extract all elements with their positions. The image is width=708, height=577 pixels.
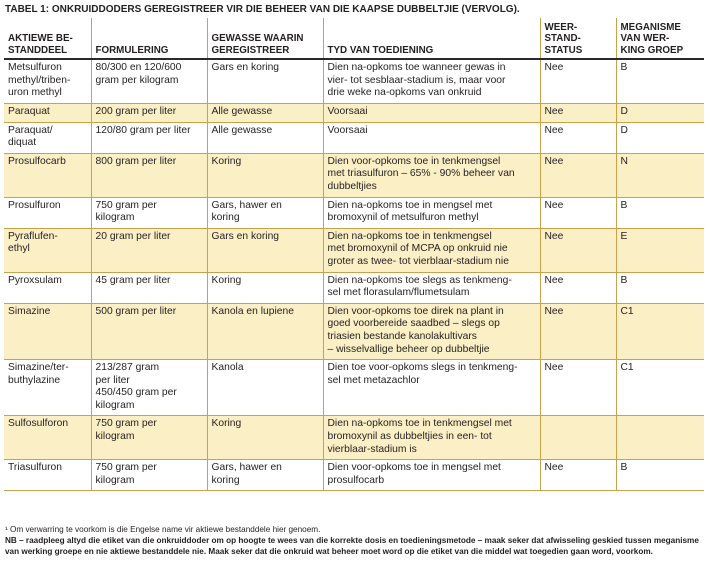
cell-crops: Koring [207, 416, 323, 460]
cell-crops: Gars, hawer en koring [207, 197, 323, 228]
cell-resistance-status: Nee [540, 360, 616, 416]
cell-active-ingredient: Paraquat [4, 104, 91, 123]
cell-mode-of-action: D [616, 104, 704, 123]
cell-mode-of-action: B [616, 460, 704, 491]
cell-formulation: 500 gram per liter [91, 303, 207, 359]
cell-application-time: Dien voor-opkoms toe in tenkmengsel met triasulfuron – 65% - 90% beheer van dubbeltjies [323, 153, 540, 197]
cell-resistance-status: Nee [540, 59, 616, 103]
cell-mode-of-action: B [616, 197, 704, 228]
cell-crops: Koring [207, 272, 323, 303]
table-row [4, 122, 704, 153]
table-row [4, 460, 704, 491]
cell-mode-of-action: C1 [616, 303, 704, 359]
cell-formulation: 45 gram per liter [91, 272, 207, 303]
cell-formulation: 213/287 gram per liter 450/450 gram per kilogram [91, 360, 207, 416]
header-resistance-status: WEER- STAND- STATUS [540, 18, 616, 59]
cell-mode-of-action: D [616, 122, 704, 153]
cell-formulation: 200 gram per liter [91, 104, 207, 123]
cell-application-time: Dien na-opkoms toe wanneer gewas in vier- tot sesblaar-stadium is, maar voor drie weke na-opkoms van onkruid [323, 59, 540, 103]
cell-formulation: 750 gram per kilogram [91, 197, 207, 228]
table-row [4, 360, 704, 416]
cell-crops: Kanola [207, 360, 323, 416]
cell-formulation: 750 gram per kilogram [91, 416, 207, 460]
cell-active-ingredient: Triasulfuron [4, 460, 91, 491]
header-active-ingredient: AKTIEWE BE- STANDDEEL [4, 18, 91, 59]
cell-application-time: Dien toe voor-opkoms slegs in tenkmeng- sel met metazachlor [323, 360, 540, 416]
cell-crops: Gars, hawer en koring [207, 460, 323, 491]
cell-resistance-status: Nee [540, 228, 616, 272]
cell-application-time: Voorsaai [323, 104, 540, 123]
cell-active-ingredient: Prosulfocarb [4, 153, 91, 197]
table-row [4, 197, 704, 228]
cell-resistance-status [540, 416, 616, 460]
cell-resistance-status: Nee [540, 460, 616, 491]
cell-mode-of-action: E [616, 228, 704, 272]
table-row [4, 104, 704, 123]
table-row [4, 303, 704, 359]
cell-crops: Alle gewasse [207, 122, 323, 153]
cell-active-ingredient: Sulfosulforon [4, 416, 91, 460]
cell-application-time: Dien voor-opkoms toe direk na plant in goed voorbereide saadbed – slegs op triasien bestande kanolakultivars – wisselvallige beheer op dubbeltjie [323, 303, 540, 359]
cell-resistance-status: Nee [540, 153, 616, 197]
cell-active-ingredient: Paraquat/ diquat [4, 122, 91, 153]
cell-active-ingredient: Pyroxsulam [4, 272, 91, 303]
table-row [4, 228, 704, 272]
cell-crops: Kanola en lupiene [207, 303, 323, 359]
cell-formulation: 20 gram per liter [91, 228, 207, 272]
cell-resistance-status: Nee [540, 104, 616, 123]
cell-active-ingredient: Simazine/ter- buthylazine [4, 360, 91, 416]
cell-active-ingredient: Metsulfuron methyl/triben- uron methyl [4, 59, 91, 103]
table-body [4, 59, 704, 491]
table-title: TABEL 1: ONKRUIDDODERS GEREGISTREER VIR DIE BEHEER VAN DIE KAAPSE DUBBELTJIE (VERVOLG). [5, 4, 520, 15]
footnote-nb: NB – raadpleeg altyd die etiket van die onkruiddoder om op hoogte te wees van die korrekte dosis en toedieningsmetode – maak seker dat afwisseling geskied tussen meganisme van werking groepe en nie aktiewe bestanddele nie. Maak seker dat die onkruid wat beheer moet word op die etiket van die middel wat toegedien gaan word, voorkom. [5, 536, 699, 556]
cell-resistance-status: Nee [540, 303, 616, 359]
cell-resistance-status: Nee [540, 122, 616, 153]
cell-active-ingredient: Pyraflufen- ethyl [4, 228, 91, 272]
cell-mode-of-action: B [616, 59, 704, 103]
cell-crops: Koring [207, 153, 323, 197]
cell-application-time: Dien na-opkoms toe slegs as tenkmeng- sel met florasulam/flumetsulam [323, 272, 540, 303]
table-row [4, 153, 704, 197]
cell-application-time: Dien na-opkoms toe in mengsel met bromoxynil of metsulfuron methyl [323, 197, 540, 228]
cell-crops: Gars en koring [207, 228, 323, 272]
cell-application-time: Dien na-opkoms toe in tenkmengsel met bromoxynil as dubbeltjies in een- tot vierblaar-stadium is [323, 416, 540, 460]
cell-crops: Gars en koring [207, 59, 323, 103]
cell-formulation: 800 gram per liter [91, 153, 207, 197]
cell-crops: Alle gewasse [207, 104, 323, 123]
cell-mode-of-action: N [616, 153, 704, 197]
cell-mode-of-action [616, 416, 704, 460]
footnote [5, 524, 703, 557]
cell-active-ingredient: Prosulfuron [4, 197, 91, 228]
table-row [4, 272, 704, 303]
cell-formulation: 120/80 gram per liter [91, 122, 207, 153]
cell-application-time: Dien voor-opkoms toe in mengsel met prosulfocarb [323, 460, 540, 491]
header-crops: GEWASSE WAARIN GEREGISTREER [207, 18, 323, 59]
herbicide-table [4, 18, 704, 491]
cell-resistance-status: Nee [540, 272, 616, 303]
cell-application-time: Dien na-opkoms toe in tenkmengsel met bromoxynil of MCPA op onkruid nie groter as twee- tot vierblaar-stadium nie [323, 228, 540, 272]
header-application-time: TYD VAN TOEDIENING [323, 18, 540, 59]
cell-mode-of-action: B [616, 272, 704, 303]
footnote-line: ¹ Om verwarring te voorkom is die Engelse name vir aktiewe bestanddele hier genoem. [5, 525, 321, 534]
header-mode-of-action: MEGANISME VAN WER- KING GROEP [616, 18, 704, 59]
cell-formulation: 750 gram per kilogram [91, 460, 207, 491]
cell-formulation: 80/300 en 120/600 gram per kilogram [91, 59, 207, 103]
table-row [4, 416, 704, 460]
header-row [4, 18, 704, 59]
header-formulation: FORMULERING [91, 18, 207, 59]
table-row [4, 59, 704, 103]
cell-mode-of-action: C1 [616, 360, 704, 416]
cell-resistance-status: Nee [540, 197, 616, 228]
cell-active-ingredient: Simazine [4, 303, 91, 359]
cell-application-time: Voorsaai [323, 122, 540, 153]
